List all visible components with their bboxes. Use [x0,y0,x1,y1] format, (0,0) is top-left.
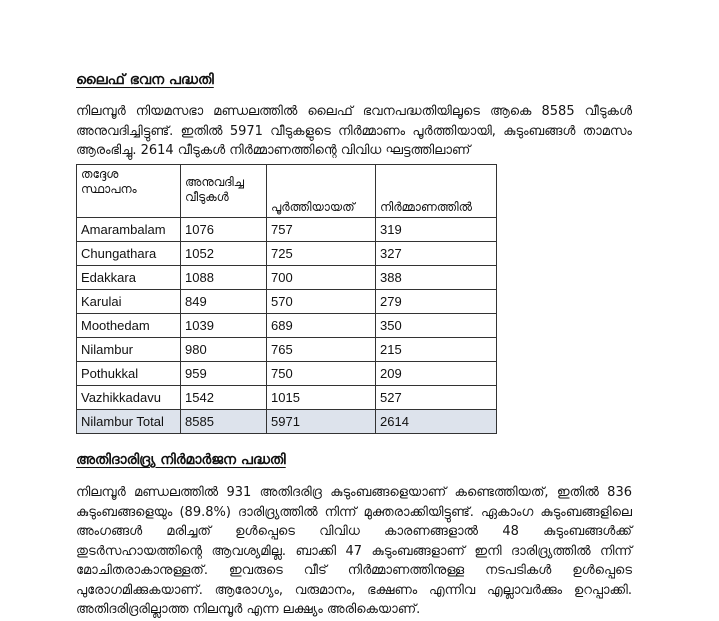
table-row [77,266,497,290]
cell-under-construction: 209 [376,362,497,386]
header-completed: പൂർത്തിയായത് [267,165,376,218]
cell-local-body: Karulai [77,290,181,314]
life-housing-paragraph: നിലമ്പൂർ നിയമസഭാ മണ്ഡലത്തിൽ ലൈഫ് ഭവനപദ്ധതിയിലൂടെ ആകെ 8585 വീടുകൾ അനുവദിച്ചിട്ടുണ്ട്. ഇതിൽ 5971 വീടുകളുടെ നിർമ്മാണം പൂർത്തിയായി, കുടുംബങ്ങൾ താമസം ആരംഭിച്ചു. 2614 വീടുകൾ നിർമ്മാണത്തിന്റെ വിവിധ ഘട്ടത്തിലാണ് [76,104,632,158]
cell-sanctioned: 1542 [181,386,267,410]
header-local-body: തദ്ദേശ സ്ഥാപനം [77,165,181,218]
cell-local-body: Nilambur [77,338,181,362]
cell-completed: 1015 [267,386,376,410]
cell-under-construction: 388 [376,266,497,290]
cell-sanctioned: 980 [181,338,267,362]
cell-completed: 765 [267,338,376,362]
cell-completed: 750 [267,362,376,386]
cell-completed: 570 [267,290,376,314]
cell-under-construction: 319 [376,218,497,242]
cell-sanctioned: 959 [181,362,267,386]
table-row [77,386,497,410]
cell-local-body: Amarambalam [77,218,181,242]
cell-under-construction: 327 [376,242,497,266]
table-total-row [77,410,497,434]
table-header-row [77,165,497,218]
cell-sanctioned: 1076 [181,218,267,242]
header-sanctioned: അനുവദിച്ച വീടുകൾ [181,165,267,218]
cell-total-label: Nilambur Total [77,410,181,434]
table-row [77,338,497,362]
cell-completed: 689 [267,314,376,338]
table-row [77,290,497,314]
cell-under-construction: 350 [376,314,497,338]
cell-local-body: Moothedam [77,314,181,338]
cell-local-body: Chungathara [77,242,181,266]
cell-sanctioned: 849 [181,290,267,314]
poverty-eradication-paragraph: നിലമ്പൂർ മണ്ഡലത്തിൽ 931 അതിദരിദ്ര കുടുംബങ്ങളെയാണ് കണ്ടെത്തിയത്, ഇതിൽ 836 കുടുംബങ്ങളെയും (89.8%) ദാരിദ്ര്യത്തിൽ നിന്ന് മുക്തരാക്കിയിട്ടുണ്ട്. ഏകാംഗ കുടുംബങ്ങളിലെ അംഗങ്ങൾ മരിച്ചത് ഉൾപ്പെടെ വിവിധ കാരണങ്ങളാൽ 48 കുടുംബങ്ങൾക്ക് തുടർസഹായത്തിന്റെ ആവശ്യമില്ല. ബാക്കി 47 കുടുംബങ്ങളാണ് ഇനി ദാരിദ്ര്യത്തിൽ നിന്ന് മോചിതരാകാനുള്ളത്. ഇവരുടെ വീട് നിർമ്മാണത്തിനുള്ള നടപടികൾ ഉൾപ്പെടെ പുരോഗമിക്കുകയാണ്. ആരോഗ്യം, വരുമാനം, ഭക്ഷണം എന്നിവ എല്ലാവർക്കും ഉറപ്പാക്കി. അതിദരിദ്രരില്ലാത്ത നിലമ്പൂർ എന്ന ലക്ഷ്യം അരികെയാണ്. [76,485,632,617]
cell-under-construction: 215 [376,338,497,362]
cell-sanctioned: 1052 [181,242,267,266]
cell-completed: 757 [267,218,376,242]
header-under-construction: നിർമ്മാണത്തിൽ [376,165,497,218]
table-row [77,218,497,242]
poverty-eradication-heading: അതിദാരിദ്ര്യ നിർമാർജന പദ്ധതി [76,452,286,468]
cell-total-sanctioned: 8585 [181,410,267,434]
housing-table [76,164,497,434]
cell-local-body: Vazhikkadavu [77,386,181,410]
cell-sanctioned: 1088 [181,266,267,290]
cell-under-construction: 279 [376,290,497,314]
cell-under-construction: 527 [376,386,497,410]
cell-local-body: Edakkara [77,266,181,290]
cell-completed: 700 [267,266,376,290]
table-row [77,314,497,338]
table-row [77,242,497,266]
cell-total-under-construction: 2614 [376,410,497,434]
life-housing-heading: ലൈഫ് ഭവന പദ്ധതി [76,72,214,88]
cell-local-body: Pothukkal [77,362,181,386]
cell-completed: 725 [267,242,376,266]
cell-total-completed: 5971 [267,410,376,434]
table-row [77,362,497,386]
cell-sanctioned: 1039 [181,314,267,338]
